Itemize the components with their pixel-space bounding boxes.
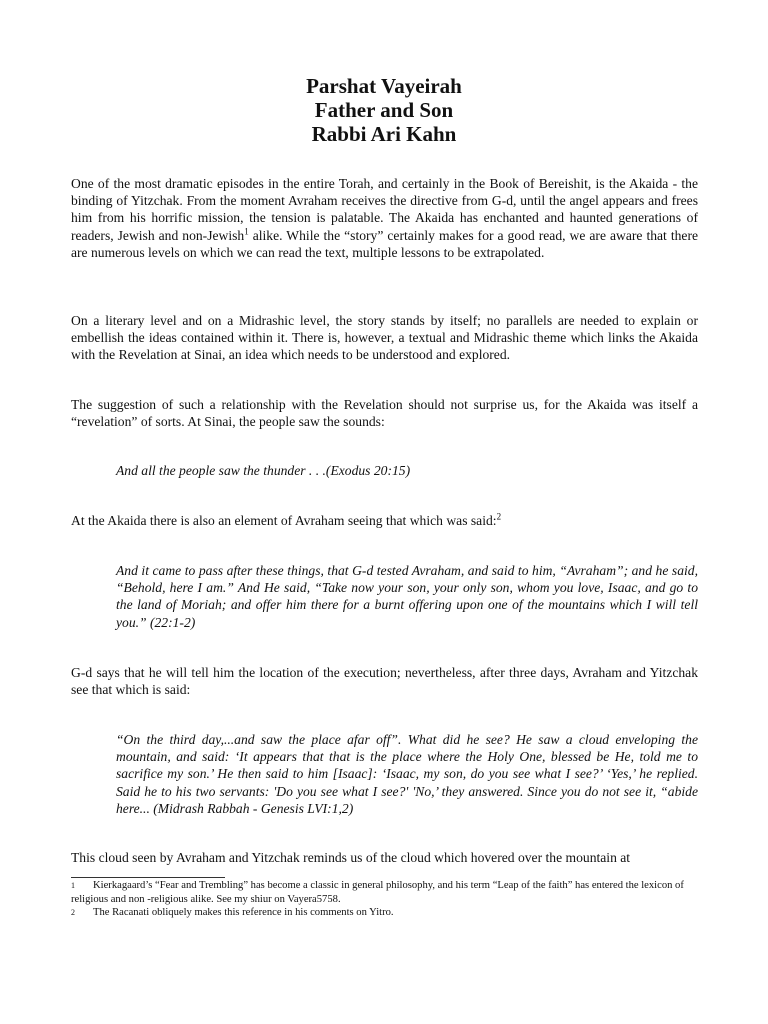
footnote-separator [71,877,225,878]
paragraph-6: This cloud seen by Avraham and Yitzchak reminds us of the cloud which hovered over the mountain at [71,850,631,865]
title-block [0,74,768,146]
footnote-text: Kierkagaard’s “Fear and Trembling” has become a classic in general philosophy, and his term “Leap of the faith” has entered the lexicon of religious and non -religious alike. See my shiur on Vayera5758. [71,880,684,905]
paragraph-1-text-a: One of the most dramatic episodes in the entire Torah, and certainly in the Book of Bereishit, is the Akaida - the binding of Yitzchak. From the moment Avraham receives the directive from G-d, until the angel appears and frees him from his horrific mission, the tension is palatable. The Akaida has enchanted and haunted generations of readers, Jewish and non-Jewish [71,176,698,243]
paragraph-4-text: At the Akaida there is also an element of Avraham seeing that which was said: [71,513,497,528]
footnote-ref-2[interactable]: 2 [496,511,502,522]
footnote-2 [71,906,698,920]
paragraph-4 [71,512,698,529]
paragraph-5: G-d says that he will tell him the location of the execution; nevertheless, after three days, Avraham and Yitzchak see that which is said: [71,665,698,698]
paragraph-2: On a literary level and on a Midrashic level, the story stands by itself; no parallels are needed to explain or embellish the ideas contained within it. There is, however, a textual and Midrashic theme which links the Akaida with the Revelation at Sinai, an idea which needs to be understood and explored. [71,313,698,363]
paragraph-3: The suggestion of such a relationship with the Revelation should not surprise us, for the Akaida was itself a “revelation” of sorts. At Sinai, the people saw the sounds: [71,397,698,430]
footnotes [71,879,698,920]
footnote-1 [71,879,698,906]
quote-exodus: And all the people saw the thunder . . .(Exodus 20:15) [116,463,411,478]
paragraph-1 [71,175,698,261]
quote-midrash: “On the third day,...and saw the place afar off”. What did he see? He saw a cloud enveloping the mountain, and said: ‘It appears that that is the place where the Holy One, blessed be He, told me to sacrifice my son.’ He then said to him [Isaac]: ‘Isaac, my son, do you see what I see?’ ‘Yes,’ he replied. Said he to his two servants: 'Do you see what I see?' 'No,’ they answered. Since you do not see it, “abide here... (Midrash Rabbah - Genesis LVI:1,2) [116,732,698,816]
footnote-ref-1[interactable]: 1 [244,226,249,237]
footnote-number: 2 [71,908,75,918]
footnote-number: 1 [71,881,75,890]
essay-title: Father and Son [314,98,454,122]
paragraph-1-text-b: alike. While the “story” certainly makes for a good read, we are aware that there are numerous levels on which we can read the text, multiple lessons to be extrapolated. [71,227,698,260]
author-name: Rabbi Ari Kahn [311,122,457,146]
parsha-title: Parshat Vayeirah [306,74,462,98]
quote-genesis: And it came to pass after these things, that G-d tested Avraham, and said to him, “Avraham”; and he said, “Behold, here I am.” And He said, “Take now your son, your only son, whom you love, Isaac, and go to the land of Moriah; and offer him there for a burnt offering upon one of the mountains which I will tell you.” (22:1-2) [116,563,698,630]
footnote-text: The Racanati obliquely makes this reference in his comments on Yitro. [93,907,394,919]
